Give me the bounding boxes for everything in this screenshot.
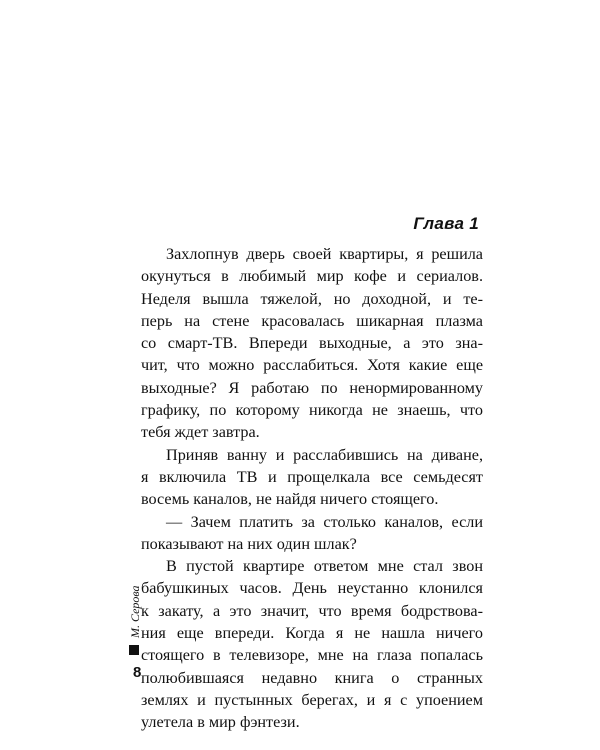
page-number: 8 bbox=[133, 664, 142, 681]
running-head bbox=[128, 585, 142, 660]
text-line: перь на стене красовалась шикарная плазма bbox=[141, 311, 483, 330]
text-line: чит, что можно расслабиться. Хотя какие еще bbox=[141, 356, 483, 375]
text-line: тебя ждет завтра. bbox=[141, 423, 260, 442]
text-line: графику, по которому никогда не знаешь, что bbox=[141, 401, 483, 420]
chapter-body bbox=[141, 243, 483, 734]
text-line: землях и пустынных берегах, и я с упоением bbox=[141, 690, 483, 709]
square-marker bbox=[129, 645, 139, 655]
text-line: восемь каналов, не найдя ничего стоящего. bbox=[141, 490, 439, 509]
text-line: Захлопнув дверь своей квартиры, я решила bbox=[166, 245, 483, 263]
text-line: ния еще впереди. Когда я не нашла ничего bbox=[141, 624, 483, 643]
text-line: стоящего в телевизоре, мне на глаза попалась bbox=[141, 646, 483, 665]
text-line: окунуться в любимый мир кофе и сериалов. bbox=[141, 267, 483, 286]
text-line: я включила ТВ и прощелкала все семьдесят bbox=[141, 467, 483, 486]
author-name: М. Серова bbox=[128, 585, 142, 638]
text-line: В пустой квартире ответом мне стал звон bbox=[166, 557, 483, 576]
text-line: выходные? Я работаю по ненормированному bbox=[141, 378, 483, 397]
text-line: улетела в мир фэнтези. bbox=[141, 713, 300, 732]
text-line: к закату, а это значит, что время бодрствова- bbox=[141, 601, 483, 620]
text-line: Приняв ванну и расслабившись на диване, bbox=[166, 445, 483, 464]
chapter-title: Глава 1 bbox=[413, 214, 479, 233]
text-line: бабушкиных часов. День неустанно клонился bbox=[141, 579, 483, 598]
dialogue-line: показывают на них один шлак? bbox=[141, 534, 357, 553]
text-line: полюбившаяся недавно книга о странных bbox=[141, 668, 483, 687]
text-line: Неделя вышла тяжелой, но доходной, и те- bbox=[141, 289, 483, 308]
dialogue-line: — Зачем платить за столько каналов, если bbox=[166, 512, 483, 531]
text-line: со смарт-ТВ. Впереди выходные, а это зна- bbox=[141, 334, 483, 353]
